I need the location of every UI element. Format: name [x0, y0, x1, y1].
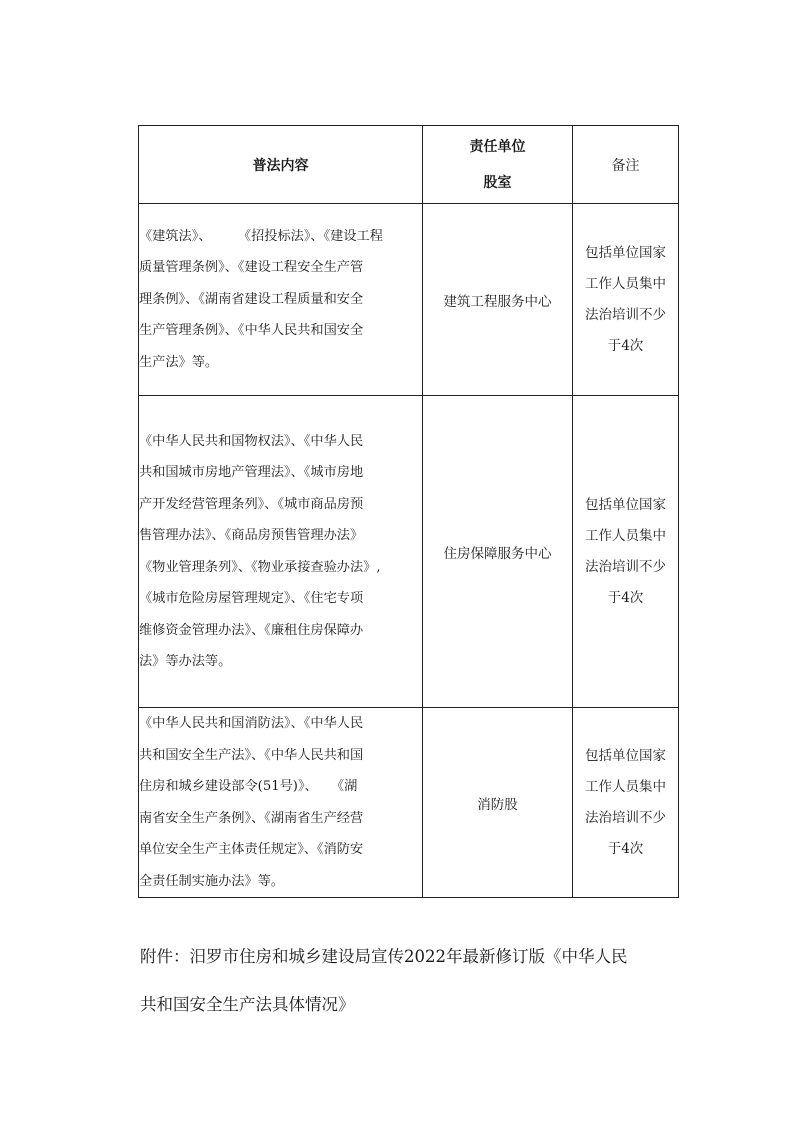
attachment-line: 附件：汨罗市住房和城乡建设局宣传2022年最新修订版《中华人民 — [140, 947, 628, 966]
content-line: 单位安全生产主体责任规定》、《消防安 — [139, 842, 364, 857]
header-content — [139, 126, 423, 204]
content-line: 住房和城乡建设部令(51号)》、 《湖 — [139, 779, 358, 794]
content-line: 共和国城市房地产管理法》、《城市房地 — [139, 465, 364, 480]
content-cell — [139, 204, 423, 396]
header-content-label: 普法内容 — [252, 157, 309, 174]
table-header-row — [139, 126, 679, 204]
table-row — [139, 204, 679, 396]
note-cell — [573, 204, 679, 396]
content-line: 法》等办法等。 — [139, 654, 232, 669]
note-cell — [573, 396, 679, 708]
note-line: 于4次 — [607, 337, 644, 354]
header-unit-line1: 责任单位 — [469, 138, 526, 155]
content-line: 南省安全生产条例》、《湖南省生产经营 — [139, 810, 364, 826]
table-row — [139, 708, 679, 898]
note-line: 包括单位国家 — [585, 496, 666, 513]
note-line: 包括单位国家 — [585, 244, 666, 261]
content-line: 《中华人民共和国消防法》、《中华人民 — [139, 716, 364, 731]
note-line: 于4次 — [607, 840, 644, 857]
attachment-line: 共和国安全生产法具体情况》 — [140, 995, 355, 1014]
content-line: 产开发经营管理条列》、《城市商品房预 — [139, 496, 364, 512]
content-line: 生产管理条例》、《中华人民共和国安全 — [139, 323, 364, 339]
header-responsible-unit — [423, 126, 573, 204]
content-line: 共和国安全生产法》、《中华人民共和国 — [139, 747, 364, 763]
header-unit-line2: 股室 — [483, 174, 512, 191]
header-note-label: 备注 — [611, 157, 640, 174]
content-cell — [139, 396, 423, 708]
note-line: 法治培训不少 — [585, 558, 666, 575]
content-line: 生产法》等。 — [139, 354, 219, 370]
note-line: 工作人员集中 — [585, 527, 666, 544]
note-line: 工作人员集中 — [585, 778, 666, 795]
content-line: 全责任制实施办法》等。 — [139, 873, 285, 889]
dept-cell: 住房保障服务中心 — [423, 396, 573, 708]
note-line: 法治培训不少 — [585, 809, 666, 826]
content-line: 《中华人民共和国物权法》、《中华人民 — [139, 433, 364, 449]
law-education-table — [138, 125, 679, 898]
dept-cell: 建筑工程服务中心 — [423, 204, 573, 396]
content-line: 维修资金管理办法》、《廉租住房保障办 — [139, 622, 364, 638]
note-cell — [573, 708, 679, 898]
content-line: 质量管理条例》、《建设工程安全生产管 — [139, 260, 364, 276]
content-line: 《物业管理条列》、《物业承接查验办法》, — [139, 559, 381, 575]
table-row — [139, 396, 679, 708]
header-note — [573, 126, 679, 204]
content-cell — [139, 708, 423, 898]
content-line: 理条例》、《湖南省建设工程质量和安全 — [139, 291, 364, 307]
note-line: 工作人员集中 — [585, 275, 666, 292]
note-line: 法治培训不少 — [585, 306, 666, 323]
note-line: 包括单位国家 — [585, 747, 666, 764]
content-line: 《城市危险房屋管理规定》、《住宅专项 — [139, 591, 364, 606]
attachment-note — [140, 933, 680, 1029]
content-line: 《建筑法》、 《招投标法》、《建设工程 — [139, 228, 383, 244]
content-line: 售管理办法》、《商品房预售管理办法》 — [139, 528, 364, 543]
dept-cell: 消防股 — [423, 708, 573, 898]
note-line: 于4次 — [607, 589, 644, 606]
